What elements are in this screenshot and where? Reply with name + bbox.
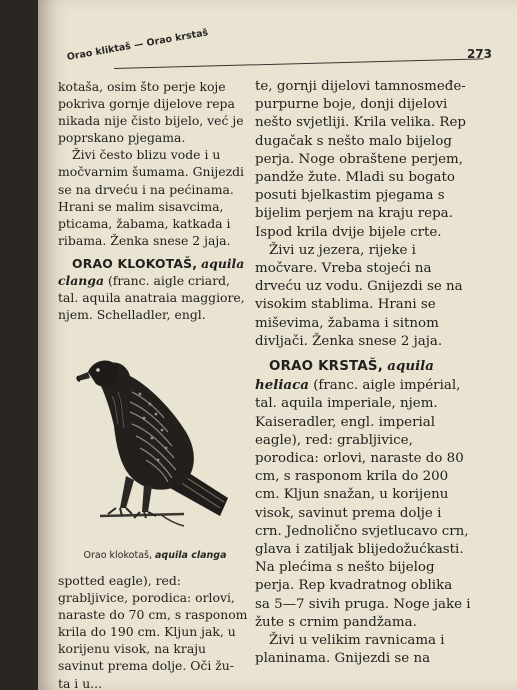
- caption-latin: aquila clanga: [155, 550, 227, 561]
- entry-title-klokotas: ORAO KLOKOTAŠ,: [72, 255, 198, 271]
- right-paragraph-3: Živi u velikim ravnicama i planinama. Gnijezdi se na: [255, 633, 445, 667]
- right-column: [255, 78, 471, 669]
- caption-name: Orao klokotaš,: [83, 550, 152, 561]
- entry-krstas: [255, 357, 471, 632]
- running-head: Orao kliktaš — Orao krstaš: [66, 27, 209, 63]
- entry-latin-krstas: aquila heliaca: [255, 358, 434, 394]
- entry-text-klokotas: (franc. aigle criard, tal. aquila anatraia maggiore, njem. Schelladler, engl.: [58, 273, 245, 323]
- left-bottom-text: [58, 572, 248, 690]
- entry-text-krstas: (franc. aigle impérial, tal. aquila imperiale, njem. Kaiseradler, engl. imperial eagle), red: grabljivice, porodica: orlovi, naraste do 80 cm, s rasponom krila do 200 cm. Kljun snažan, u korijenu visok, savinut prema dolje i crn. Jednolično svjetlucavo crn, glava i zatiljak blijedožućkasti. Na plećima s nešto bijelog perja. Rep kvadratnog oblika sa 5—7 sivih pruga. Noge jake i žute s crnim pandžama.: [255, 378, 471, 630]
- eagle-drawing: [60, 348, 250, 548]
- eagle-illustration: [60, 348, 250, 548]
- entry-title-krstas: ORAO KRSTAŠ,: [269, 359, 384, 375]
- right-paragraph-2: Živi uz jezera, rijeke i močvare. Vreba stojeći na drveću uz vodu. Gnijezdi se na visokim stablima. Hrani se miševima, žabama i sitnom divljači. Ženka snese 2 jaja.: [255, 242, 463, 349]
- header-rule: [114, 58, 484, 69]
- page-header: [66, 27, 492, 70]
- entry-latin-klokotas: aquila clanga: [58, 255, 245, 289]
- right-paragraph-1: te, gornji dijelovi tamnosmeđe-purpurne boje, donji dijelovi nešto svjetliji. Krila velika. Rep dugačak s nešto malo bijelog perja. Noge obraštene perjem, pandže žute. Mladi su bogato posuti bjelkastim pjegama s bijelim perjem na kraju repa. Ispod krila dvije bijele crte.: [255, 79, 466, 240]
- left-paragraph-1: kotaša, osim što perje koje pokriva gornje dijelove repa nikada nije čisto bijelo, već je poprskano pjegama.: [58, 79, 244, 146]
- left-column: [58, 78, 248, 323]
- entry-klokotas: [58, 255, 248, 323]
- left-bottom-last-line: ta i u...: [58, 675, 103, 690]
- left-bottom-paragraph: spotted eagle), red: grabljivice, porodica: orlovi, naraste do 70 cm, s rasponom krila do 190 cm. Kljun jak, u korijenu visok, na kraju savinut prema dolje. Oči žu-: [58, 573, 248, 674]
- left-paragraph-2: Živi često blizu vode i u močvarnim šumama. Gnijezdi se na drveću i na pećinama. Hrani se malim sisavcima, pticama, žabama, katkada i ribama. Ženka snese 2 jaja.: [58, 147, 245, 248]
- figure-caption: [60, 550, 250, 561]
- page-number: 273: [466, 47, 492, 61]
- book-page: [38, 0, 517, 690]
